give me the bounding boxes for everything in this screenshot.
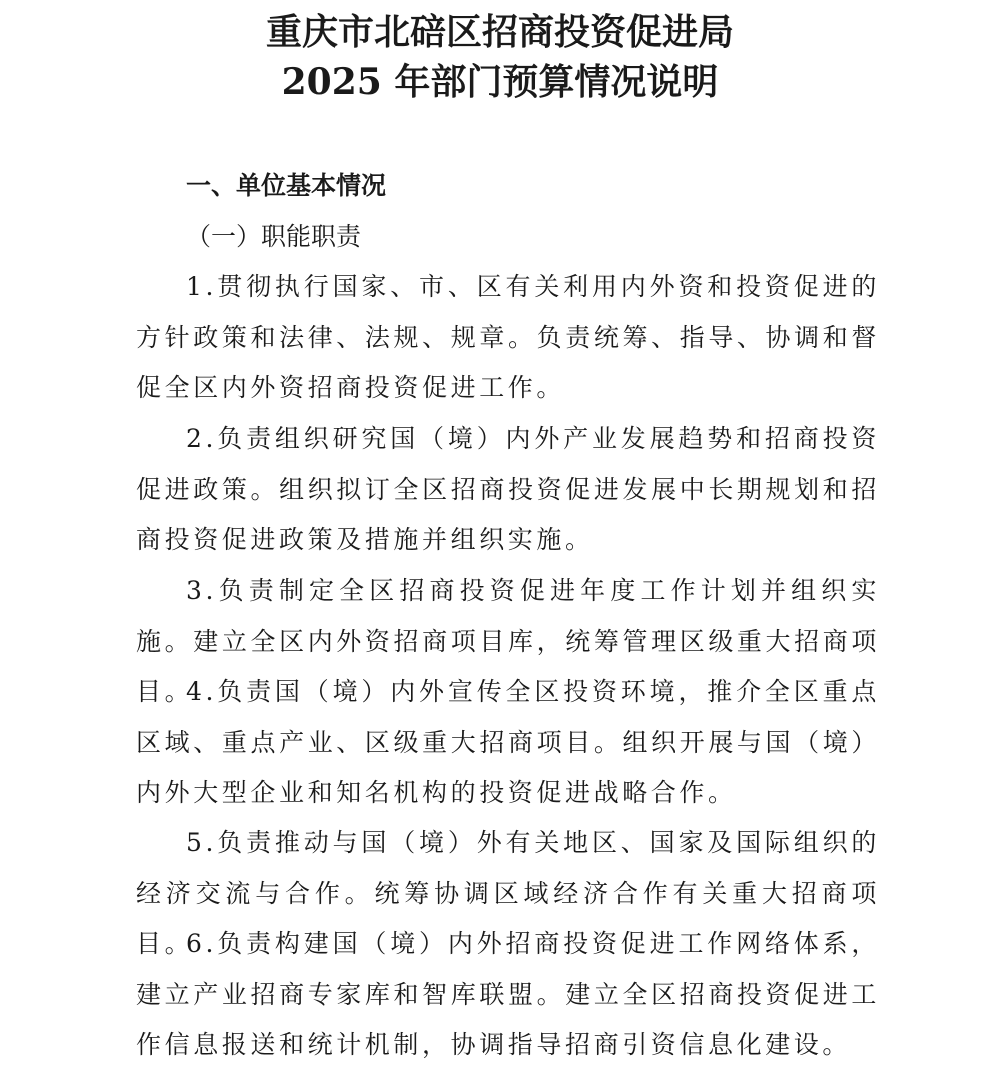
- document-title-line1: 重庆市北碚区招商投资促进局: [265, 11, 734, 53]
- duty-paragraph-6: 6.负责构建国（境）内外招商投资促进工作网络体系，建立产业招商专家库和智库联盟。建立全区招商投资促进工作信息报送和统计机制，协调指导招商引资信息化建设。: [136, 929, 880, 1059]
- subsection-heading-functions: （一）职能职责: [186, 222, 362, 251]
- duty-paragraph-4: 4.负责国（境）内外宣传全区投资环境，推介全区重点区域、重点产业、区级重大招商项目。组织开展与国（境）内外大型企业和知名机构的投资促进战略合作。: [136, 677, 880, 807]
- duty-paragraph-2: 2.负责组织研究国（境）内外产业发展趋势和招商投资促进政策。组织拟订全区招商投资促进发展中长期规划和招商投资促进政策及措施并组织实施。: [136, 424, 880, 554]
- duty-paragraph-5: 5.负责推动与国（境）外有关地区、国家及国际组织的经济交流与合作。统筹协调区域经济合作有关重大招商项目。: [136, 828, 880, 958]
- section-heading-basic-info: 一、单位基本情况: [186, 171, 387, 200]
- duty-paragraph-3: 3.负责制定全区招商投资促进年度工作计划并组织实施。建立全区内外资招商项目库，统筹管理区级重大招商项目。: [136, 576, 880, 706]
- document-title-line2: 2025 年部门预算情况说明: [281, 61, 719, 103]
- duty-paragraph-1: 1.贯彻执行国家、市、区有关利用内外资和投资促进的方针政策和法律、法规、规章。负责统筹、指导、协调和督促全区内外资招商投资促进工作。: [136, 272, 880, 402]
